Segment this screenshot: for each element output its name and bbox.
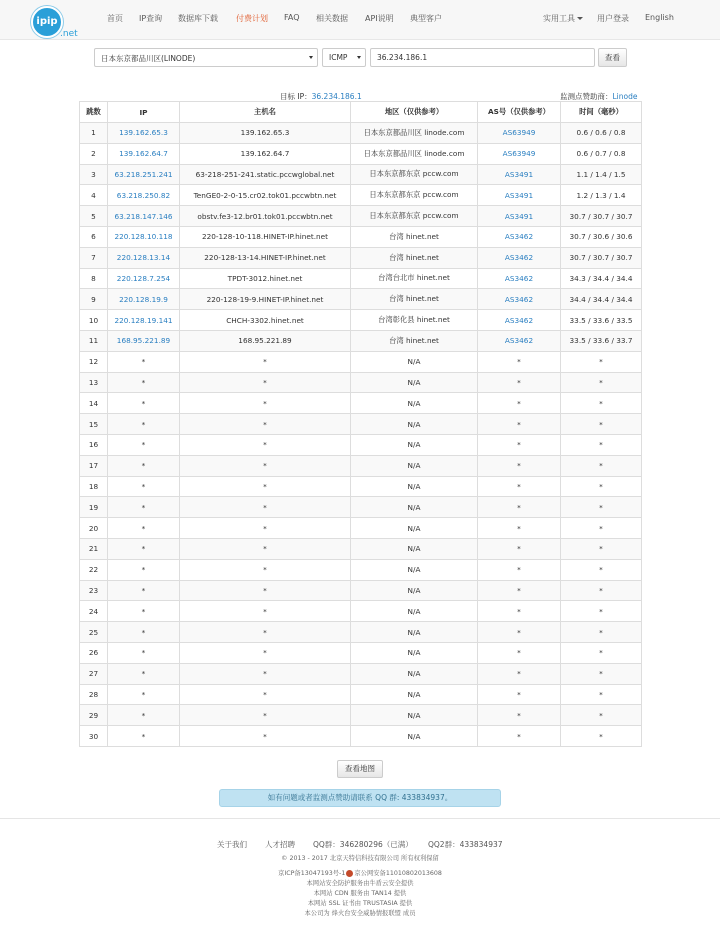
cell-asn: * bbox=[478, 393, 561, 414]
cell-region: 台湾 hinet.net bbox=[351, 247, 478, 268]
cell-hop: 13 bbox=[80, 372, 108, 393]
cell-asn[interactable]: AS3462 bbox=[478, 330, 561, 351]
header-hop: 跳数 bbox=[80, 102, 108, 123]
table-row bbox=[80, 164, 642, 185]
cell-ip: * bbox=[108, 518, 180, 539]
query-button[interactable]: 查看 bbox=[598, 48, 627, 67]
cell-hostname: TenGE0-2-0-15.cr02.tok01.pccwbtn.net bbox=[180, 185, 351, 206]
cell-hostname: CHCH-3302.hinet.net bbox=[180, 310, 351, 331]
target-ip-link[interactable]: 36.234.186.1 bbox=[311, 92, 362, 101]
cell-asn[interactable]: AS3462 bbox=[478, 310, 561, 331]
cell-hop: 24 bbox=[80, 601, 108, 622]
nav-home[interactable]: 首页 bbox=[107, 14, 123, 23]
cell-region: 台湾 hinet.net bbox=[351, 226, 478, 247]
cell-hop: 1 bbox=[80, 123, 108, 144]
cell-ip: * bbox=[108, 580, 180, 601]
target-input[interactable]: 36.234.186.1 bbox=[370, 48, 595, 67]
cell-hop: 7 bbox=[80, 247, 108, 268]
table-row bbox=[80, 143, 642, 164]
cell-asn[interactable]: AS63949 bbox=[478, 123, 561, 144]
table-body bbox=[80, 123, 642, 747]
node-select-value: 日本东京都品川区(LINODE) bbox=[101, 54, 196, 63]
cell-hostname: * bbox=[180, 684, 351, 705]
cell-hostname: * bbox=[180, 642, 351, 663]
cell-time: * bbox=[561, 663, 642, 684]
cell-asn: * bbox=[478, 351, 561, 372]
table-row bbox=[80, 642, 642, 663]
cell-region: N/A bbox=[351, 476, 478, 497]
cell-ip: * bbox=[108, 642, 180, 663]
table-row bbox=[80, 310, 642, 331]
cell-time: 30.7 / 30.7 / 30.7 bbox=[561, 247, 642, 268]
table-row bbox=[80, 123, 642, 144]
cell-region: N/A bbox=[351, 497, 478, 518]
cell-region: 日本东京都东京 pccw.com bbox=[351, 185, 478, 206]
cell-ip: * bbox=[108, 684, 180, 705]
table-row bbox=[80, 372, 642, 393]
nav-related-data[interactable]: 相关数据 bbox=[316, 14, 348, 23]
cell-hop: 17 bbox=[80, 455, 108, 476]
footer-divider bbox=[0, 818, 720, 819]
cell-asn[interactable]: AS3491 bbox=[478, 185, 561, 206]
cell-asn: * bbox=[478, 476, 561, 497]
footer-ssl: 本网站 SSL 证书由 TRUSTASIA 提供 bbox=[307, 900, 413, 907]
cell-hop: 14 bbox=[80, 393, 108, 414]
table-row bbox=[80, 414, 642, 435]
footer-qq2: QQ2群：433834937 bbox=[428, 840, 503, 849]
cell-hostname: * bbox=[180, 372, 351, 393]
cell-hop: 26 bbox=[80, 642, 108, 663]
cell-ip[interactable]: 220.128.13.14 bbox=[108, 247, 180, 268]
cell-asn[interactable]: AS3462 bbox=[478, 289, 561, 310]
cell-hostname: 220-128-10-118.HINET-IP.hinet.net bbox=[180, 226, 351, 247]
table-row bbox=[80, 206, 642, 227]
footer-icp[interactable]: 京ICP备13047193号-1 bbox=[278, 870, 346, 877]
cell-hostname: * bbox=[180, 601, 351, 622]
cell-hop: 29 bbox=[80, 705, 108, 726]
nav-ip-lookup[interactable]: IP查询 bbox=[139, 14, 163, 23]
cell-hop: 6 bbox=[80, 226, 108, 247]
footer-icp-row bbox=[0, 868, 720, 877]
cell-region: 日本东京都品川区 linode.com bbox=[351, 123, 478, 144]
cell-region: N/A bbox=[351, 726, 478, 747]
cell-hop: 30 bbox=[80, 726, 108, 747]
footer-qq1: QQ群：346280296（已满） bbox=[313, 840, 413, 849]
cell-asn: * bbox=[478, 518, 561, 539]
cell-hop: 3 bbox=[80, 164, 108, 185]
cell-region: 日本东京都东京 pccw.com bbox=[351, 206, 478, 227]
cell-time: * bbox=[561, 705, 642, 726]
cell-hostname: * bbox=[180, 455, 351, 476]
cell-region: N/A bbox=[351, 538, 478, 559]
cell-region: N/A bbox=[351, 705, 478, 726]
footer-cdn: 本网站 CDN 服务由 TAN14 提供 bbox=[313, 890, 407, 897]
cell-hop: 15 bbox=[80, 414, 108, 435]
cell-hop: 27 bbox=[80, 663, 108, 684]
cell-asn[interactable]: AS63949 bbox=[478, 143, 561, 164]
cell-asn: * bbox=[478, 538, 561, 559]
cell-region: 台湾 hinet.net bbox=[351, 330, 478, 351]
protocol-select-value: ICMP bbox=[329, 53, 348, 62]
cell-ip[interactable]: 220.128.19.141 bbox=[108, 310, 180, 331]
cell-region: N/A bbox=[351, 559, 478, 580]
cell-asn: * bbox=[478, 622, 561, 643]
cell-hop: 22 bbox=[80, 559, 108, 580]
cell-ip[interactable]: 63.218.251.241 bbox=[108, 164, 180, 185]
cell-ip: * bbox=[108, 559, 180, 580]
cell-hop: 2 bbox=[80, 143, 108, 164]
cell-ip[interactable]: 168.95.221.89 bbox=[108, 330, 180, 351]
cell-time: 30.7 / 30.7 / 30.7 bbox=[561, 206, 642, 227]
cell-ip[interactable]: 139.162.64.7 bbox=[108, 143, 180, 164]
cell-region: N/A bbox=[351, 601, 478, 622]
cell-region: 日本东京都品川区 linode.com bbox=[351, 143, 478, 164]
cell-time: 1.2 / 1.3 / 1.4 bbox=[561, 185, 642, 206]
select-arrow-icon bbox=[357, 56, 361, 59]
cell-hop: 16 bbox=[80, 434, 108, 455]
cell-hop: 8 bbox=[80, 268, 108, 289]
cell-asn: * bbox=[478, 372, 561, 393]
cell-region: N/A bbox=[351, 684, 478, 705]
cell-asn[interactable]: AS3462 bbox=[478, 247, 561, 268]
table-row bbox=[80, 185, 642, 206]
table-row bbox=[80, 247, 642, 268]
table-row bbox=[80, 580, 642, 601]
cell-time: 1.1 / 1.4 / 1.5 bbox=[561, 164, 642, 185]
chevron-down-icon bbox=[577, 17, 583, 20]
cell-time: 0.6 / 0.6 / 0.8 bbox=[561, 123, 642, 144]
nav-login[interactable]: 用户登录 bbox=[597, 14, 629, 23]
cell-asn[interactable]: AS3491 bbox=[478, 206, 561, 227]
header-region: 地区（仅供参考） bbox=[351, 102, 478, 123]
cell-time: 33.5 / 33.6 / 33.7 bbox=[561, 330, 642, 351]
table-row bbox=[80, 726, 642, 747]
cell-hop: 25 bbox=[80, 622, 108, 643]
cell-asn: * bbox=[478, 642, 561, 663]
table-row bbox=[80, 622, 642, 643]
cell-hostname: 168.95.221.89 bbox=[180, 330, 351, 351]
sponsor-link[interactable]: Linode bbox=[612, 92, 638, 101]
cell-asn: * bbox=[478, 414, 561, 435]
table-row bbox=[80, 538, 642, 559]
cell-hostname: * bbox=[180, 580, 351, 601]
cell-region: 台湾 hinet.net bbox=[351, 289, 478, 310]
cell-hostname: * bbox=[180, 497, 351, 518]
cell-hop: 23 bbox=[80, 580, 108, 601]
nav-faq[interactable]: FAQ bbox=[284, 13, 300, 22]
cell-hostname: * bbox=[180, 705, 351, 726]
table-row bbox=[80, 497, 642, 518]
table-row bbox=[80, 330, 642, 351]
table-row bbox=[80, 434, 642, 455]
cell-asn[interactable]: AS3491 bbox=[478, 164, 561, 185]
cell-hostname: * bbox=[180, 476, 351, 497]
cell-hostname: * bbox=[180, 559, 351, 580]
table-row bbox=[80, 705, 642, 726]
contact-alert: 如有问题或者监测点赞助请联系 QQ 群: 433834937。 bbox=[219, 789, 501, 807]
cell-ip: * bbox=[108, 705, 180, 726]
cell-time: * bbox=[561, 622, 642, 643]
navbar bbox=[0, 0, 720, 40]
cell-region: N/A bbox=[351, 518, 478, 539]
cell-asn: * bbox=[478, 580, 561, 601]
cell-hostname: TPDT-3012.hinet.net bbox=[180, 268, 351, 289]
cell-hostname: * bbox=[180, 622, 351, 643]
select-arrow-icon bbox=[309, 56, 313, 59]
cell-time: 34.3 / 34.4 / 34.4 bbox=[561, 268, 642, 289]
view-map-button[interactable]: 查看地图 bbox=[337, 760, 383, 778]
cell-hostname: 63-218-251-241.static.pccwglobal.net bbox=[180, 164, 351, 185]
cell-time: * bbox=[561, 393, 642, 414]
cell-asn: * bbox=[478, 455, 561, 476]
table-row bbox=[80, 476, 642, 497]
cell-time: * bbox=[561, 684, 642, 705]
cell-hostname: obstv.fe3-12.br01.tok01.pccwbtn.net bbox=[180, 206, 351, 227]
cell-time: 34.4 / 34.4 / 34.4 bbox=[561, 289, 642, 310]
cell-hop: 11 bbox=[80, 330, 108, 351]
cell-hostname: * bbox=[180, 434, 351, 455]
cell-ip[interactable]: 220.128.19.9 bbox=[108, 289, 180, 310]
header-asn: AS号（仅供参考） bbox=[478, 102, 561, 123]
table-row bbox=[80, 601, 642, 622]
cell-region: N/A bbox=[351, 372, 478, 393]
cell-asn[interactable]: AS3462 bbox=[478, 226, 561, 247]
footer-about[interactable]: 关于我们 bbox=[217, 840, 247, 849]
cell-ip[interactable]: 63.218.250.82 bbox=[108, 185, 180, 206]
cell-time: * bbox=[561, 497, 642, 518]
cell-asn: * bbox=[478, 497, 561, 518]
cell-ip: * bbox=[108, 663, 180, 684]
cell-hostname: 139.162.64.7 bbox=[180, 143, 351, 164]
cell-asn: * bbox=[478, 663, 561, 684]
cell-time: 30.7 / 30.6 / 30.6 bbox=[561, 226, 642, 247]
cell-time: * bbox=[561, 559, 642, 580]
table-row bbox=[80, 351, 642, 372]
footer-jobs[interactable]: 人才招聘 bbox=[265, 840, 295, 849]
cell-time: * bbox=[561, 580, 642, 601]
cell-ip: * bbox=[108, 455, 180, 476]
cell-region: N/A bbox=[351, 580, 478, 601]
table-header-row bbox=[80, 102, 642, 123]
cell-hop: 19 bbox=[80, 497, 108, 518]
cell-asn: * bbox=[478, 705, 561, 726]
cell-ip: * bbox=[108, 414, 180, 435]
nav-english[interactable]: English bbox=[645, 13, 674, 22]
cell-hostname: 220-128-13-14.HINET-IP.hinet.net bbox=[180, 247, 351, 268]
police-badge-icon bbox=[346, 870, 353, 877]
cell-hop: 4 bbox=[80, 185, 108, 206]
cell-region: 日本东京都东京 pccw.com bbox=[351, 164, 478, 185]
cell-ip[interactable]: 139.162.65.3 bbox=[108, 123, 180, 144]
cell-hostname: * bbox=[180, 414, 351, 435]
sponsor-label: 监测点赞助商： bbox=[560, 92, 613, 101]
cell-time: * bbox=[561, 476, 642, 497]
nav-db-download[interactable]: 数据库下载 bbox=[178, 14, 218, 23]
table-row bbox=[80, 559, 642, 580]
logo-text: ipip bbox=[36, 16, 58, 27]
cell-time: * bbox=[561, 351, 642, 372]
cell-region: N/A bbox=[351, 622, 478, 643]
footer-gongan[interactable]: 京公网安备11010802013608 bbox=[354, 870, 442, 877]
cell-hop: 9 bbox=[80, 289, 108, 310]
cell-hop: 18 bbox=[80, 476, 108, 497]
cell-hostname: 220-128-19-9.HINET-IP.hinet.net bbox=[180, 289, 351, 310]
nav-api[interactable]: API说明 bbox=[365, 14, 394, 23]
cell-time: * bbox=[561, 455, 642, 476]
footer-alliance: 本公司为 烽火台安全威胁情报联盟 成员 bbox=[304, 910, 416, 917]
cell-time: * bbox=[561, 414, 642, 435]
cell-time: * bbox=[561, 372, 642, 393]
cell-asn: * bbox=[478, 601, 561, 622]
header-ip: IP bbox=[108, 102, 180, 123]
cell-ip: * bbox=[108, 726, 180, 747]
table-row bbox=[80, 663, 642, 684]
cell-ip: * bbox=[108, 351, 180, 372]
cell-time: * bbox=[561, 434, 642, 455]
cell-ip: * bbox=[108, 601, 180, 622]
cell-region: N/A bbox=[351, 414, 478, 435]
cell-hostname: * bbox=[180, 393, 351, 414]
cell-time: * bbox=[561, 538, 642, 559]
cell-time: * bbox=[561, 601, 642, 622]
cell-ip: * bbox=[108, 372, 180, 393]
cell-region: N/A bbox=[351, 393, 478, 414]
cell-hostname: 139.162.65.3 bbox=[180, 123, 351, 144]
cell-hostname: * bbox=[180, 538, 351, 559]
cell-asn: * bbox=[478, 726, 561, 747]
header-time: 时间（毫秒） bbox=[561, 102, 642, 123]
protocol-select[interactable] bbox=[322, 48, 366, 67]
nav-tools-label: 实用工具 bbox=[543, 14, 575, 23]
cell-ip[interactable]: 63.218.147.146 bbox=[108, 206, 180, 227]
cell-time: * bbox=[561, 518, 642, 539]
cell-hostname: * bbox=[180, 518, 351, 539]
node-select[interactable] bbox=[94, 48, 318, 67]
table-row bbox=[80, 518, 642, 539]
footer-copyright: © 2013 - 2017 北京天特信科技有限公司 所有权利保留 bbox=[281, 855, 439, 862]
nav-paid-plan[interactable]: 付费计划 bbox=[236, 14, 268, 23]
cell-hostname: * bbox=[180, 351, 351, 372]
cell-time: * bbox=[561, 642, 642, 663]
cell-region: N/A bbox=[351, 642, 478, 663]
cell-ip: * bbox=[108, 393, 180, 414]
nav-tools-dropdown[interactable] bbox=[543, 13, 583, 24]
table-row bbox=[80, 289, 642, 310]
table-row bbox=[80, 393, 642, 414]
cell-region: N/A bbox=[351, 663, 478, 684]
cell-asn[interactable]: AS3462 bbox=[478, 268, 561, 289]
cell-time: * bbox=[561, 726, 642, 747]
cell-hostname: * bbox=[180, 726, 351, 747]
cell-hop: 12 bbox=[80, 351, 108, 372]
cell-region: N/A bbox=[351, 351, 478, 372]
cell-ip[interactable]: 220.128.7.254 bbox=[108, 268, 180, 289]
cell-region: 台湾彰化县 hinet.net bbox=[351, 310, 478, 331]
cell-hostname: * bbox=[180, 663, 351, 684]
cell-hop: 5 bbox=[80, 206, 108, 227]
cell-asn: * bbox=[478, 434, 561, 455]
cell-hop: 21 bbox=[80, 538, 108, 559]
header-hostname: 主机名 bbox=[180, 102, 351, 123]
cell-ip: * bbox=[108, 622, 180, 643]
ipip-logo[interactable] bbox=[31, 6, 63, 38]
footer-security: 本网站安全防护服务由牛盾云安全提供 bbox=[306, 880, 414, 887]
cell-ip: * bbox=[108, 538, 180, 559]
target-ip-label: 目标 IP： bbox=[280, 92, 312, 101]
cell-ip: * bbox=[108, 497, 180, 518]
cell-time: 33.5 / 33.6 / 33.5 bbox=[561, 310, 642, 331]
cell-asn: * bbox=[478, 559, 561, 580]
table-row bbox=[80, 455, 642, 476]
cell-region: N/A bbox=[351, 434, 478, 455]
logo-suffix: .net bbox=[60, 29, 78, 39]
cell-hop: 20 bbox=[80, 518, 108, 539]
cell-hop: 10 bbox=[80, 310, 108, 331]
table-row bbox=[80, 268, 642, 289]
cell-time: 0.6 / 0.7 / 0.8 bbox=[561, 143, 642, 164]
cell-ip: * bbox=[108, 434, 180, 455]
cell-ip[interactable]: 220.128.10.118 bbox=[108, 226, 180, 247]
table-row bbox=[80, 684, 642, 705]
table-row bbox=[80, 226, 642, 247]
traceroute-table bbox=[79, 101, 642, 747]
cell-region: 台湾台北市 hinet.net bbox=[351, 268, 478, 289]
cell-region: N/A bbox=[351, 455, 478, 476]
cell-hop: 28 bbox=[80, 684, 108, 705]
cell-ip: * bbox=[108, 476, 180, 497]
cell-asn: * bbox=[478, 684, 561, 705]
nav-customers[interactable]: 典型客户 bbox=[410, 14, 442, 23]
